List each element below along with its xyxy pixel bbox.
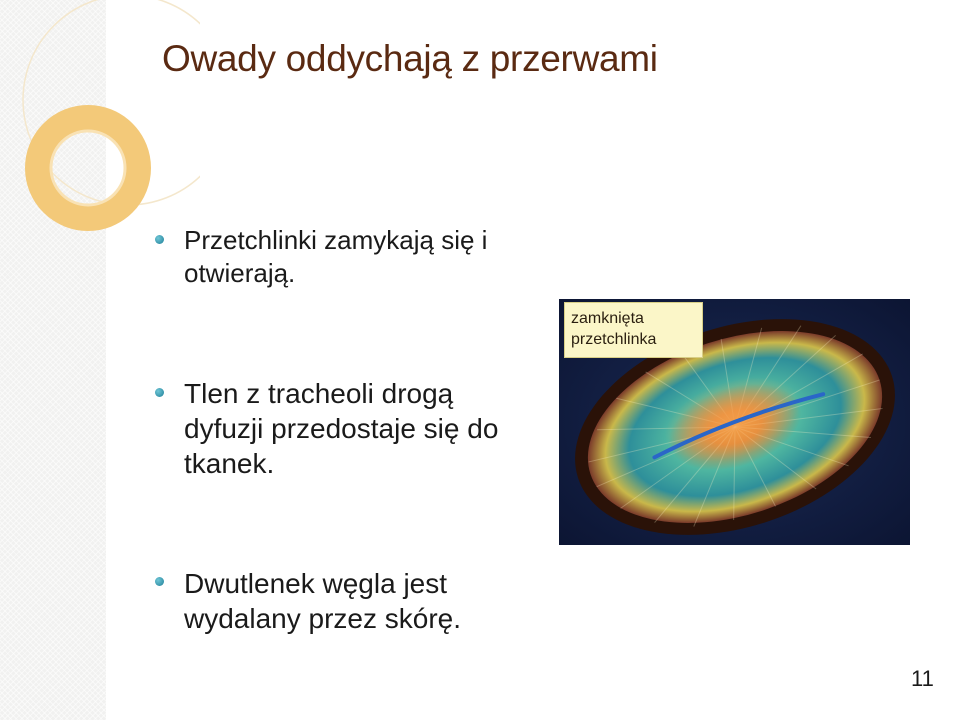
- bullet-line: Dwutlenek węgla jest: [184, 568, 448, 599]
- decorative-ring-highlight: [51, 131, 125, 205]
- bullet-line: wydalany przez skórę.: [184, 603, 462, 634]
- bullet-dot-icon: [155, 577, 164, 586]
- image-caption-line: zamknięta: [571, 310, 644, 327]
- bullet-line: otwierają.: [184, 258, 296, 288]
- decorative-thick-ring: [38, 118, 138, 218]
- bullet-line: dyfuzji przedostaje się do: [184, 413, 499, 444]
- bullet-text: [184, 224, 487, 290]
- slide-title: Owady oddychają z przerwami: [162, 38, 658, 79]
- page-number: 11: [911, 666, 934, 691]
- bullet-text: [184, 566, 461, 636]
- image-caption-box: [564, 302, 703, 358]
- bullet-line: Przetchlinki zamykają się i: [184, 225, 488, 255]
- bullet-text: [184, 376, 498, 481]
- decorative-rings: [0, 0, 200, 240]
- bullet-dot-icon: [155, 235, 164, 244]
- bullet-line: tkanek.: [184, 448, 275, 479]
- bullet-line: Tlen z tracheoli drogą: [184, 378, 454, 409]
- image-caption-line: przetchlinka: [571, 331, 657, 348]
- bullet-dot-icon: [155, 388, 164, 397]
